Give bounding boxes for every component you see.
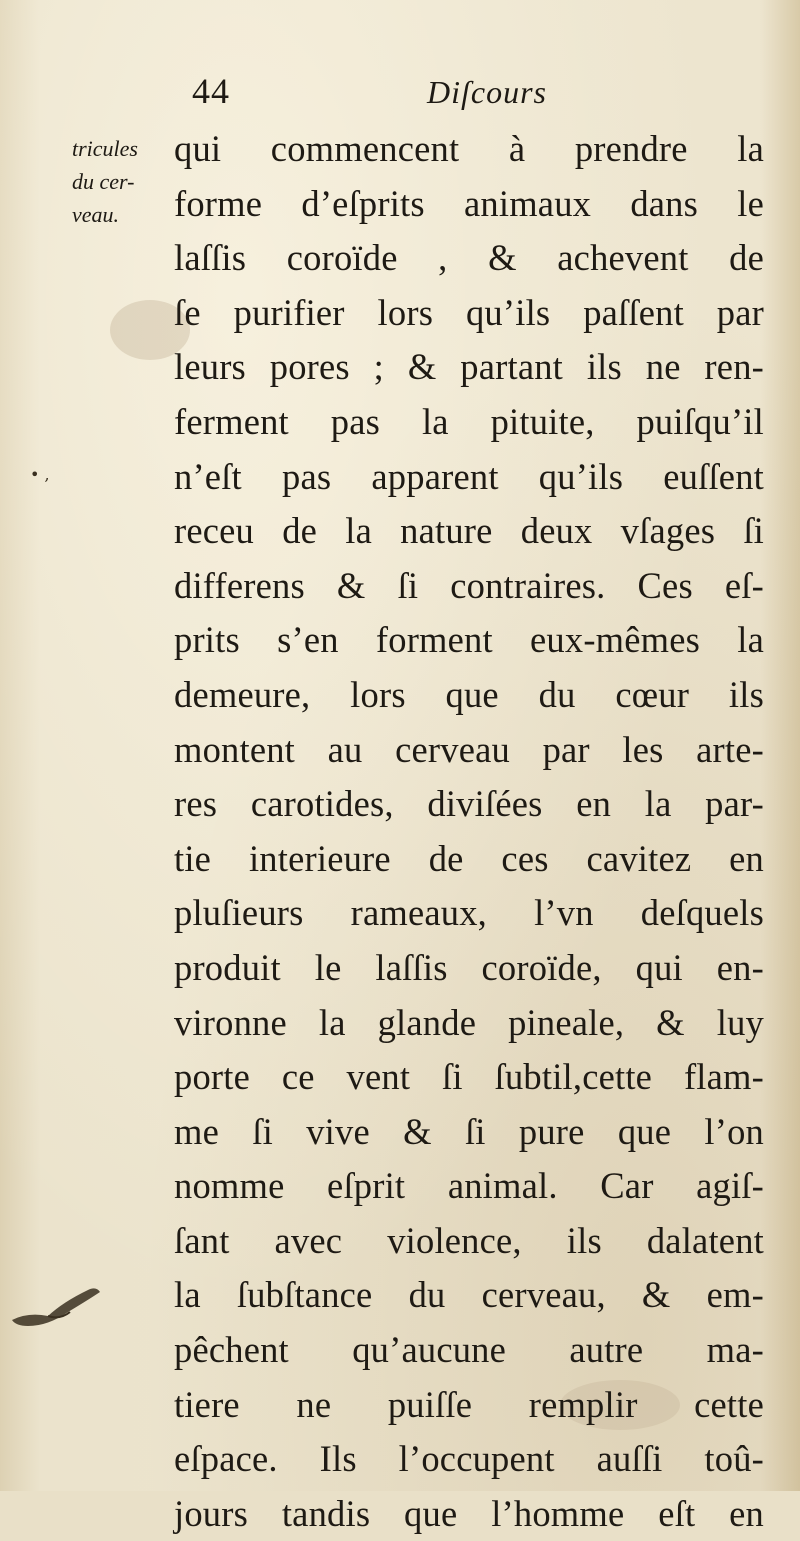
- text-line: qui commencent à prendre la: [174, 128, 764, 169]
- text-line: nomme eſprit animal. Car agiſ-: [174, 1165, 764, 1207]
- text-line: jours tandis que l’homme eſt en: [174, 1492, 764, 1534]
- text-line: vironne la glande pineale, & luy: [174, 1001, 764, 1043]
- text-line: ferment pas la pituite, puiſqu’il: [174, 400, 764, 442]
- text-line: res carotides, diviſées en la par-: [174, 783, 764, 825]
- text-line: pluſieurs rameaux, l’vn deſquels: [174, 892, 764, 934]
- margin-note: [72, 132, 182, 231]
- text-line: la ſubſtance du cerveau, & em-: [174, 1274, 764, 1316]
- ink-flourish-icon: [8, 1282, 108, 1342]
- text-line: n’eſt pas apparent qu’ils euſſent: [174, 455, 764, 497]
- page-number: 44: [192, 71, 230, 111]
- body-text: [174, 122, 764, 1541]
- text-line: me ſi vive & ſi pure que l’on: [174, 1110, 764, 1152]
- text-line: laſſis coroïde , & achevent de: [174, 237, 764, 279]
- text-line: ſe purifier lors qu’ils paſſent par: [174, 291, 764, 333]
- text-line: tiere ne puiſſe remplir cette: [174, 1383, 764, 1425]
- text-line: forme d’eſprits animaux dans le: [174, 182, 764, 224]
- margin-note-line: du cer-: [72, 169, 135, 194]
- text-line: prits s’en forment eux-mêmes la: [174, 619, 764, 661]
- text-line: ſant avec violence, ils dalatent: [174, 1219, 764, 1261]
- text-line: leurs pores ; & partant ils ne ren-: [174, 346, 764, 388]
- text-line: produit le laſſis coroïde, qui en-: [174, 946, 764, 988]
- running-title: Diſcours: [427, 74, 547, 110]
- text-line: eſpace. Ils l’occupent auſſi toû-: [174, 1438, 764, 1480]
- text-line: tie interieure de ces cavitez en: [174, 837, 764, 879]
- ink-dot-mark: • ,: [30, 465, 50, 484]
- text-line: porte ce vent ſi ſubtil,cette flam-: [174, 1056, 764, 1098]
- text-line: montent au cerveau par les arte-: [174, 728, 764, 770]
- page-header: [0, 70, 800, 130]
- text-line: differens & ſi contraires. Ces eſ-: [174, 564, 764, 606]
- margin-note-line: veau.: [72, 202, 120, 227]
- text-line: pêchent qu’aucune autre ma-: [174, 1329, 764, 1371]
- text-line: demeure, lors que du cœur ils: [174, 673, 764, 715]
- text-line: receu de la nature deux vſages ſi: [174, 510, 764, 552]
- margin-note-line: tricules: [72, 136, 138, 161]
